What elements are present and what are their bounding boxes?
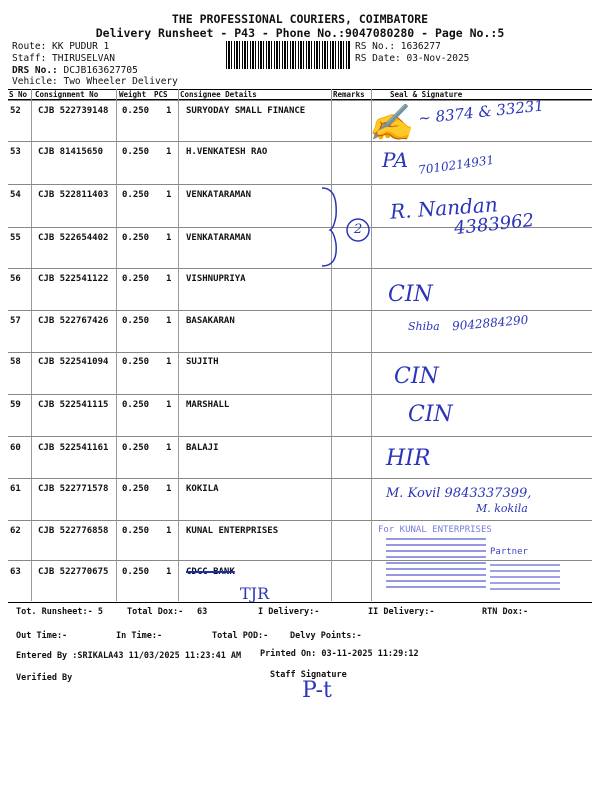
row-separator — [8, 184, 592, 185]
staff-signature-label: Staff Signature — [270, 670, 347, 680]
printed-on: Printed On: 03-11-2025 11:29:12 — [260, 649, 419, 659]
col-divider — [31, 89, 32, 601]
row-consignee: SURYODAY SMALL FINANCE — [186, 106, 306, 116]
table-header — [8, 89, 592, 100]
company-stamp — [372, 522, 570, 596]
row-sno: 59 — [10, 400, 21, 410]
row-weight: 0.250 — [122, 357, 150, 367]
row-consignee: MARSHALL — [186, 400, 230, 410]
row-consignment-no: CJB 522811403 — [38, 190, 109, 200]
row-consignee: VENKATARAMAN — [186, 233, 252, 243]
drs-number — [12, 65, 138, 76]
staff: Staff: THIRUSELVAN — [12, 53, 115, 64]
total-pod: Total POD:- — [212, 631, 269, 641]
stamp-line: For KUNAL ENTERPRISES — [378, 525, 492, 535]
row-consignment-no: CJB 522541115 — [38, 400, 109, 410]
row-consignment-no: CJB 522739148 — [38, 106, 109, 116]
row-consignment-no: CJB 522541122 — [38, 274, 109, 284]
handwritten-note: CIN — [388, 282, 433, 307]
row-sno: 60 — [10, 443, 21, 453]
entered-by: Entered By :SRIKALA43 11/03/2025 11:23:41 AM — [16, 651, 242, 661]
handwritten-note: PA — [382, 148, 409, 172]
rs-number: RS No.: 1636277 — [355, 41, 441, 52]
total-dox-value: 63 — [197, 607, 208, 617]
handwritten-note: R. Nandan — [389, 192, 499, 224]
stamp-ink — [490, 562, 560, 590]
row-consignment-no: CJB 522771578 — [38, 484, 109, 494]
row-weight: 0.250 — [122, 526, 150, 536]
handwritten-note: M. Kovil 9843337399, — [386, 486, 532, 501]
drs-value: DCJB163627705 — [57, 65, 138, 76]
handwritten-note: 9042884290 — [451, 312, 529, 334]
row-sno: 55 — [10, 233, 21, 243]
stamp-ink — [386, 538, 486, 588]
col-divider — [178, 89, 179, 601]
verified-by: Verified By — [16, 673, 73, 683]
row-separator — [8, 310, 592, 311]
rs-date: RS Date: 03-Nov-2025 — [355, 53, 470, 64]
row-consignment-no: CJB 522541094 — [38, 357, 109, 367]
company-title: THE PROFESSIONAL COURIERS, COIMBATORE — [171, 12, 429, 26]
row-consignee: KUNAL ENTERPRISES — [186, 526, 279, 536]
row-pcs: 1 — [166, 147, 172, 157]
col-pcs: PCS — [154, 90, 168, 99]
col-divider — [331, 89, 332, 601]
col-consignee: Consignee Details — [180, 90, 257, 99]
row-sno: 53 — [10, 147, 21, 157]
footer-divider — [8, 602, 592, 603]
row-pcs: 1 — [166, 316, 172, 326]
row-weight: 0.250 — [122, 443, 150, 453]
handwritten-note: 2 — [354, 222, 363, 237]
col-divider — [116, 89, 117, 601]
row-consignee: H.VENKATESH RAO — [186, 147, 268, 157]
handwritten-note: 7010214931 — [417, 152, 495, 178]
row-consignment-no: CJB 522770675 — [38, 567, 109, 577]
row-separator — [8, 394, 592, 395]
row-consignment-no: CJB 522767426 — [38, 316, 109, 326]
row-consignee: BALAJI — [186, 443, 219, 453]
row-pcs: 1 — [166, 357, 172, 367]
row-weight: 0.250 — [122, 484, 150, 494]
barcode — [226, 41, 350, 69]
row-separator — [8, 141, 592, 142]
row-consignee: VISHNUPRIYA — [186, 274, 246, 284]
row-pcs: 1 — [166, 106, 172, 116]
handwritten-note: Shiba — [408, 320, 440, 333]
col-weight: Weight — [119, 90, 147, 99]
col-consignment: Consignment No — [35, 90, 99, 99]
handwritten-note: 4383962 — [453, 209, 536, 240]
row-weight: 0.250 — [122, 106, 150, 116]
row-weight: 0.250 — [122, 400, 150, 410]
handwritten-note: CIN — [408, 402, 453, 427]
row-consignment-no: CJB 522541161 — [38, 443, 109, 453]
row-weight: 0.250 — [122, 190, 150, 200]
row-consignment-no: CJB 522654402 — [38, 233, 109, 243]
row-consignment-no: CJB 522776858 — [38, 526, 109, 536]
row-sno: 62 — [10, 526, 21, 536]
ii-delivery: II Delivery:- — [368, 607, 435, 617]
handwritten-note: ~ 8374 & 33231 — [417, 96, 545, 128]
handwritten-note: M. kokila — [476, 502, 528, 515]
row-consignee: CDCC BANK — [186, 567, 235, 577]
drs-label: DRS No.: — [12, 65, 58, 76]
col-sno: S No — [9, 90, 28, 99]
delvy-points: Delvy Points:- — [290, 631, 362, 641]
handwritten-note: HIR — [386, 446, 431, 471]
handwritten-note: TJR — [240, 584, 270, 603]
row-sno: 57 — [10, 316, 21, 326]
staff-signature: P-t — [302, 678, 332, 703]
row-separator — [8, 436, 592, 437]
row-pcs: 1 — [166, 526, 172, 536]
in-time: In Time:- — [116, 631, 163, 641]
row-consignment-no: CJB 81415650 — [38, 147, 104, 157]
row-consignee: VENKATARAMAN — [186, 190, 252, 200]
row-consignee: KOKILA — [186, 484, 219, 494]
runsheet-title: Delivery Runsheet - P43 - Phone No.:9047080280 - Page No.:5 — [95, 26, 505, 40]
row-pcs: 1 — [166, 274, 172, 284]
tot-runsheet: Tot. Runsheet:- 5 — [16, 607, 103, 617]
row-weight: 0.250 — [122, 567, 150, 577]
row-sno: 63 — [10, 567, 21, 577]
row-pcs: 1 — [166, 190, 172, 200]
row-pcs: 1 — [166, 443, 172, 453]
row-sno: 52 — [10, 106, 21, 116]
i-delivery: I Delivery:- — [258, 607, 320, 617]
out-time: Out Time:- — [16, 631, 68, 641]
col-seal: Seal & Signature — [390, 90, 463, 99]
row-separator — [8, 268, 592, 269]
row-separator — [8, 520, 592, 521]
row-pcs: 1 — [166, 567, 172, 577]
bracket-mark — [318, 186, 378, 270]
row-weight: 0.250 — [122, 316, 150, 326]
signature-scribble: ✍ — [368, 103, 413, 144]
handwritten-note: CIN — [394, 364, 439, 389]
col-remarks: Remarks — [333, 90, 365, 99]
row-sno: 54 — [10, 190, 21, 200]
row-weight: 0.250 — [122, 233, 150, 243]
route: Route: KK PUDUR 1 — [12, 41, 110, 52]
row-separator — [8, 478, 592, 479]
row-consignee: SUJITH — [186, 357, 219, 367]
rtn-dox: RTN Dox:- — [482, 607, 529, 617]
row-sno: 58 — [10, 357, 21, 367]
row-separator — [8, 352, 592, 353]
row-sno: 61 — [10, 484, 21, 494]
row-pcs: 1 — [166, 400, 172, 410]
row-sno: 56 — [10, 274, 21, 284]
row-pcs: 1 — [166, 484, 172, 494]
total-dox: Total Dox:- — [127, 607, 184, 617]
row-weight: 0.250 — [122, 274, 150, 284]
row-consignee: BASAKARAN — [186, 316, 235, 326]
vehicle: Vehicle: Two Wheeler Delivery — [12, 76, 178, 87]
row-pcs: 1 — [166, 233, 172, 243]
stamp-line: Partner — [490, 547, 528, 557]
row-weight: 0.250 — [122, 147, 150, 157]
